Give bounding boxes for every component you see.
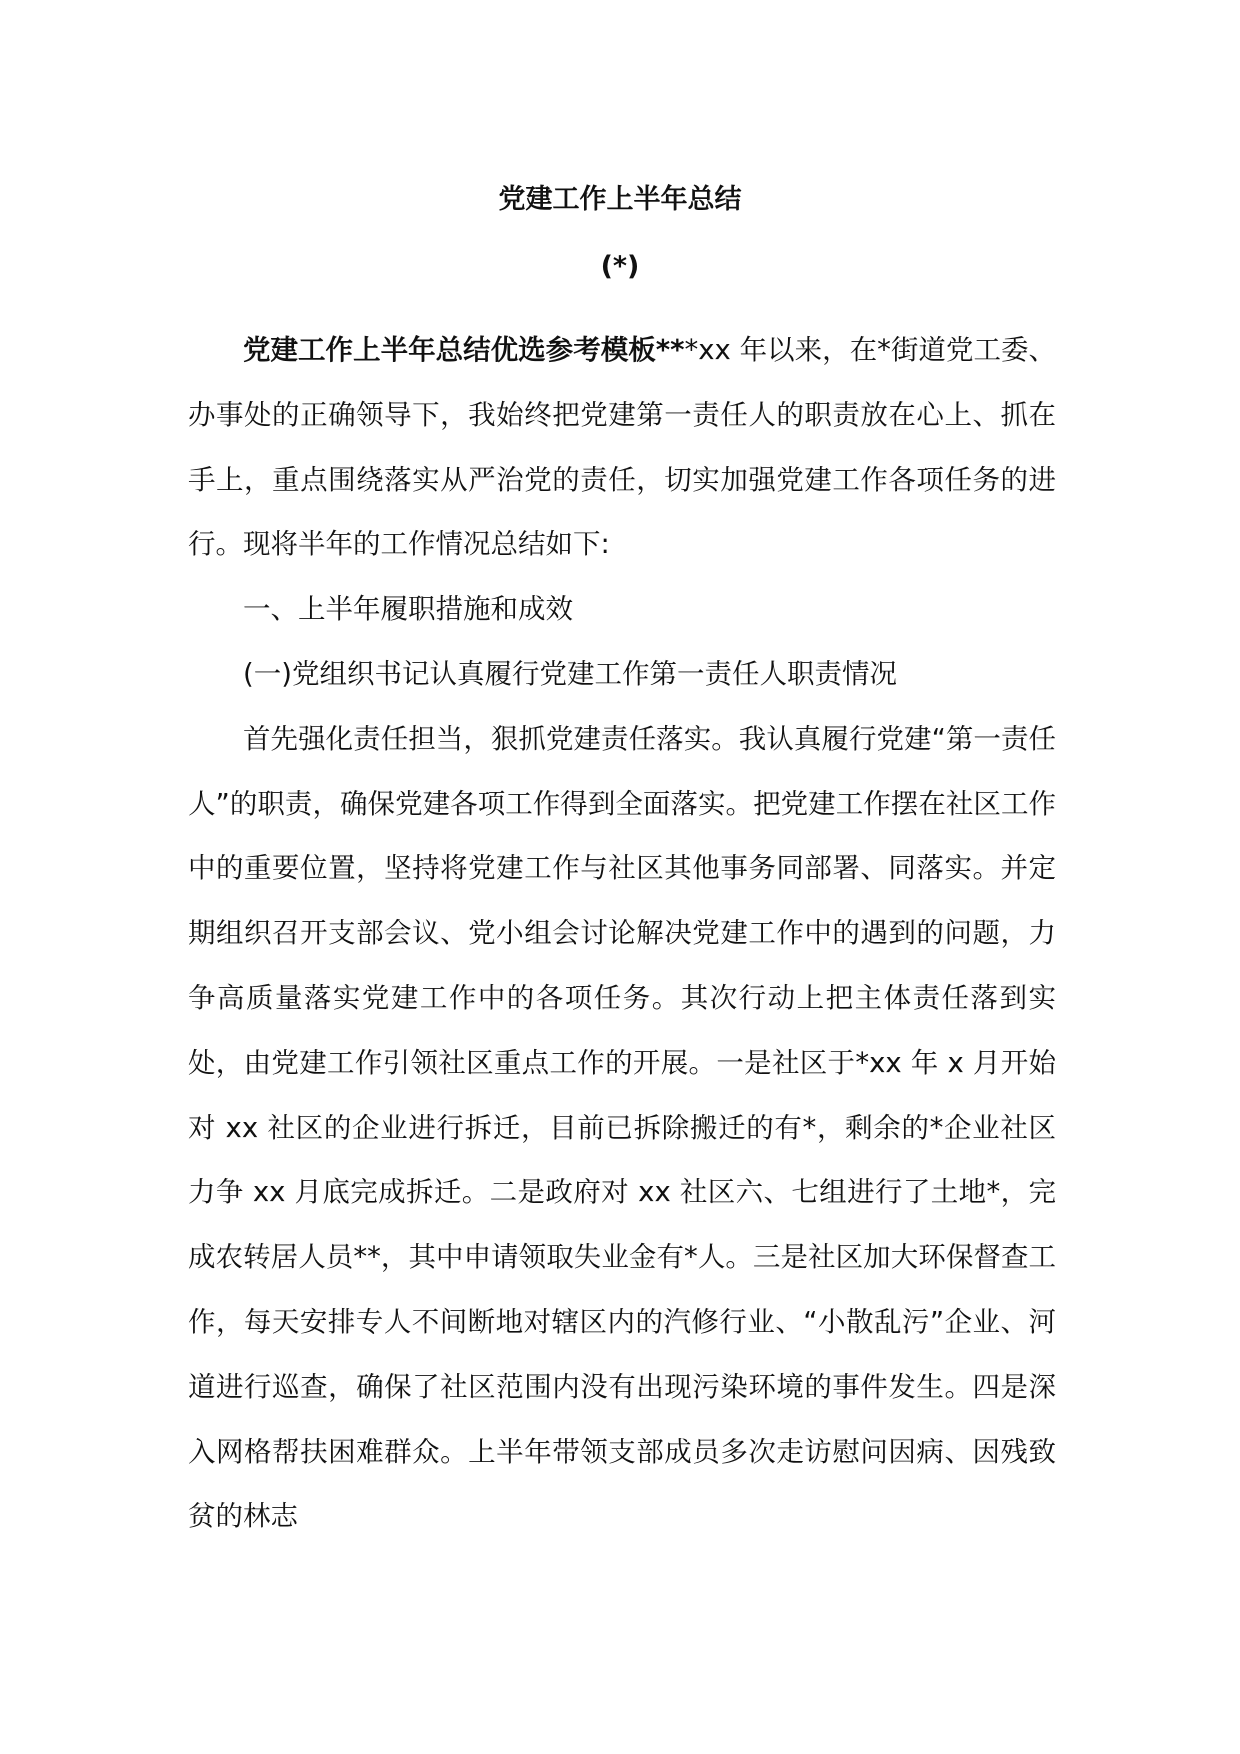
document-subtitle: (*)	[600, 251, 640, 282]
intro-paragraph	[188, 318, 1056, 577]
section-heading: 一、上半年履职措施和成效	[243, 593, 573, 626]
document-title: 党建工作上半年总结	[498, 184, 742, 215]
body-paragraph: 首先强化责任担当，狠抓党建责任落实。我认真履行党建“第一责任人”的职责，确保党建各项工作得到全面落实。把党建工作摆在社区工作中的重要位置，坚持将党建工作与社区其他事务同部署、同落实。并定期组织召开支部会议、党小组会讨论解决党建工作中的遇到的问题，力争高质量落实党建工作中的各项任务。其次行动上把主体责任落到实处，由党建工作引领社区重点工作的开展。一是社区于*xx 年 x 月开始对 xx 社区的企业进行拆迁，目前已拆除搬迁的有*，剩余的*企业社区力争 xx 月底完成拆迁。二是政府对 xx 社区六、七组进行了土地*，完成农转居人员**，其中申请领取失业金有*人。三是社区加大环保督查工作，每天安排专人不间断地对辖区内的汽修行业、“小散乱污”企业、河道进行巡查，确保了社区范围内没有出现污染环境的事件发生。四是深入网格帮扶困难群众。上半年带领支部成员多次走访慰问因病、因残致贫的林志	[188, 722, 1056, 1533]
subsection-heading: (一)党组织书记认真履行党建工作第一责任人职责情况	[243, 657, 897, 690]
intro-text: *xx 年以来，在*街道党工委、办事处的正确领导下，我始终把党建第一责任人的职责放在心上、抓在手上，重点围绕落实从严治党的责任，切实加强党建工作各项任务的进行。现将半年的工作情况总结如下:	[188, 334, 1056, 561]
intro-bold-lead: 党建工作上半年总结优选参考模板**	[243, 334, 685, 366]
document-body	[188, 318, 1056, 1549]
